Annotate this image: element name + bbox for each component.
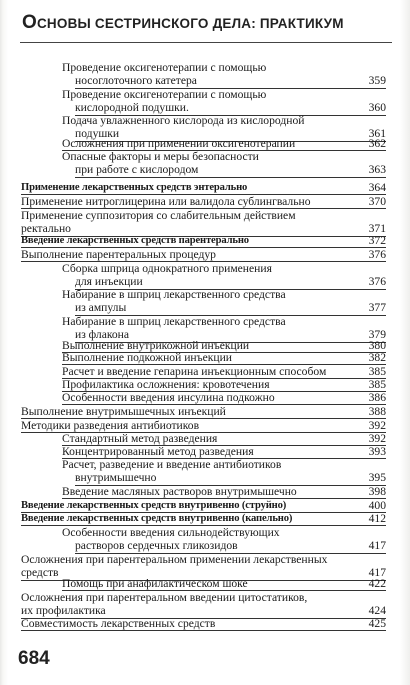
toc-entry-title-line: Выполнение подкожной инъекции	[62, 351, 232, 364]
toc-entry-title-line: Методики разведения антибиотиков	[21, 419, 200, 432]
toc-entry-title-line: Осложнения при парентеральном применении лекарственных	[21, 553, 328, 566]
toc-entry-page-number: 395	[368, 471, 386, 485]
toc-entry-title-line: Профилактика осложнения: кровотечения	[62, 378, 270, 391]
toc-entry-title-line: Введение лекарственных средств внутривенно (струйно)	[21, 500, 287, 511]
toc-entry	[0, 88, 410, 117]
toc-entry-title-line: подушки	[75, 127, 120, 141]
toc-entry	[0, 150, 410, 179]
toc-entry-title-line: Введение лекарственных средств парентерально	[21, 235, 249, 246]
toc-entry-page-number: 412	[368, 512, 386, 525]
toc-entry-underline	[21, 630, 386, 631]
toc-entry	[0, 61, 410, 90]
toc-entry	[0, 262, 410, 291]
toc-entry-title-line: Сборка шприца однократного применения	[62, 262, 272, 275]
toc-entry-page-number: 360	[368, 101, 386, 115]
toc-entry-title-line: Совместимость лекарственных средств	[21, 617, 216, 630]
toc-entry-title-line: Применение лекарственных средств энтерально	[21, 182, 248, 193]
toc-entry-title-line: Набирание в шприц лекарственного средства	[62, 315, 286, 328]
toc-entry-title-line: Выполнение внутримышечных инъекций	[21, 405, 226, 418]
toc-entry-page-number: 371	[368, 222, 386, 236]
toc-entry-title-line: Выполнение внутрикожной инъекции	[62, 339, 250, 352]
toc-entry-page-number: 386	[368, 391, 386, 404]
toc-entry-page-number: 372	[368, 234, 386, 247]
header-title-initial: О	[22, 12, 37, 33]
toc-entry-title-line: Помощь при анафилактическом шоке	[62, 577, 248, 590]
toc-entry-page-number: 376	[368, 275, 386, 289]
toc-entry-title-line: Особенности введения инсулина подкожно	[62, 391, 275, 404]
toc-entry-page-number: 392	[368, 432, 386, 445]
toc-entry-page-number: 424	[368, 604, 386, 618]
toc-entry-title-line: кислородной подушки.	[75, 101, 189, 115]
toc-entry-title-line: Расчет, разведение и введение антибиотиков	[62, 458, 282, 471]
toc-entry-page-number: 364	[368, 181, 386, 194]
toc-entry-page-number: 377	[368, 301, 386, 315]
toc-entry	[0, 458, 410, 487]
toc-entry-title-line: Осложнения при парентеральном введении цитостатиков,	[21, 591, 308, 604]
toc-entry-title-line: внутримышечно	[75, 471, 157, 485]
toc-entry-title-line: их профилактика	[21, 604, 106, 618]
toc-entry-title-line: Введение лекарственных средств внутривенно (капельно)	[21, 513, 293, 524]
toc-entry-title-line: Концентрированный метод разведения	[62, 445, 254, 458]
toc-entry-title-line: Стандартный метод разведения	[62, 432, 218, 445]
toc-entry-page-number: 385	[368, 365, 386, 378]
toc-entry-page-number: 400	[368, 499, 386, 512]
toc-entry-title-line: Выполнение парентеральных процедур	[21, 248, 216, 261]
footer-page-number: 684	[18, 648, 50, 669]
toc-entry-title-line: из ампулы	[75, 301, 127, 315]
toc-entry-title-line: Опасные факторы и меры безопасности	[62, 150, 259, 163]
toc-entry-title-line: Проведение оксигенотерапии с помощью	[62, 61, 267, 74]
toc-entry	[0, 591, 410, 620]
toc-entry-title-line: Введение масляных растворов внутримышечно	[62, 485, 297, 498]
toc-entry-page-number: 363	[368, 163, 386, 177]
toc-entry-page-number: 388	[368, 405, 386, 418]
toc-entry	[0, 288, 410, 317]
toc-entry-title-line: ректально	[21, 222, 71, 236]
toc-entry-page-number: 376	[368, 248, 386, 261]
toc-entry-underline	[75, 177, 386, 178]
toc-entry	[0, 526, 410, 555]
toc-entry-page-number: 417	[368, 539, 386, 553]
toc-entry-page-number: 422	[368, 577, 386, 590]
toc-entry-page-number: 359	[368, 74, 386, 88]
toc-entry-title-line: при работе с кислородом	[75, 163, 199, 177]
header-title-rest: СНОВЫ СЕСТРИНСКОГО ДЕЛА: ПРАКТИКУМ	[36, 16, 344, 31]
toc-entry-page-number: 398	[368, 485, 386, 498]
toc-entry-page-number: 380	[368, 339, 386, 352]
toc-entry-page-number: 393	[368, 445, 386, 458]
toc-entry-title-line: Осложнения при применении оксигенотерапии	[62, 137, 296, 150]
toc-entry-title-line: для инъекции	[75, 275, 143, 289]
toc-entry-page-number: 385	[368, 378, 386, 391]
toc-entry-title-line: средств	[21, 566, 59, 580]
toc-entry-page-number: 362	[368, 137, 386, 150]
toc-entry-title-line: Применение суппозитория со слабительным действием	[21, 209, 296, 222]
toc-entry-title-line: растворов сердечных гликозидов	[75, 539, 238, 553]
toc-entry-title-line: Подача увлажненного кислорода из кислородной	[62, 114, 305, 127]
toc-entry-page-number: 392	[368, 419, 386, 432]
toc-entry-page-number: 382	[368, 351, 386, 364]
toc-entry-title-line: Применение нитроглицерина или валидола сублингвально	[21, 195, 311, 208]
toc-entry-title-line: Проведение оксигенотерапии с помощью	[62, 88, 267, 101]
toc-entry-title-line: Особенности введения сильнодействующих	[62, 526, 280, 539]
toc-entry-title-line: Набирание в шприц лекарственного средства	[62, 288, 286, 301]
toc-entry-title-line: из флакона	[75, 328, 130, 342]
toc-entry-title-line: носоглоточного катетера	[75, 74, 197, 88]
toc-entry-title-line: Расчет и введение гепарина инъекционным способом	[62, 365, 327, 378]
toc-entry-page-number: 370	[368, 195, 386, 208]
toc-entry-page-number: 417	[368, 566, 386, 580]
toc-entry-page-number: 425	[368, 617, 386, 630]
toc-entry-page-number: 379	[368, 328, 386, 342]
toc-entry-page-number: 361	[368, 127, 386, 141]
